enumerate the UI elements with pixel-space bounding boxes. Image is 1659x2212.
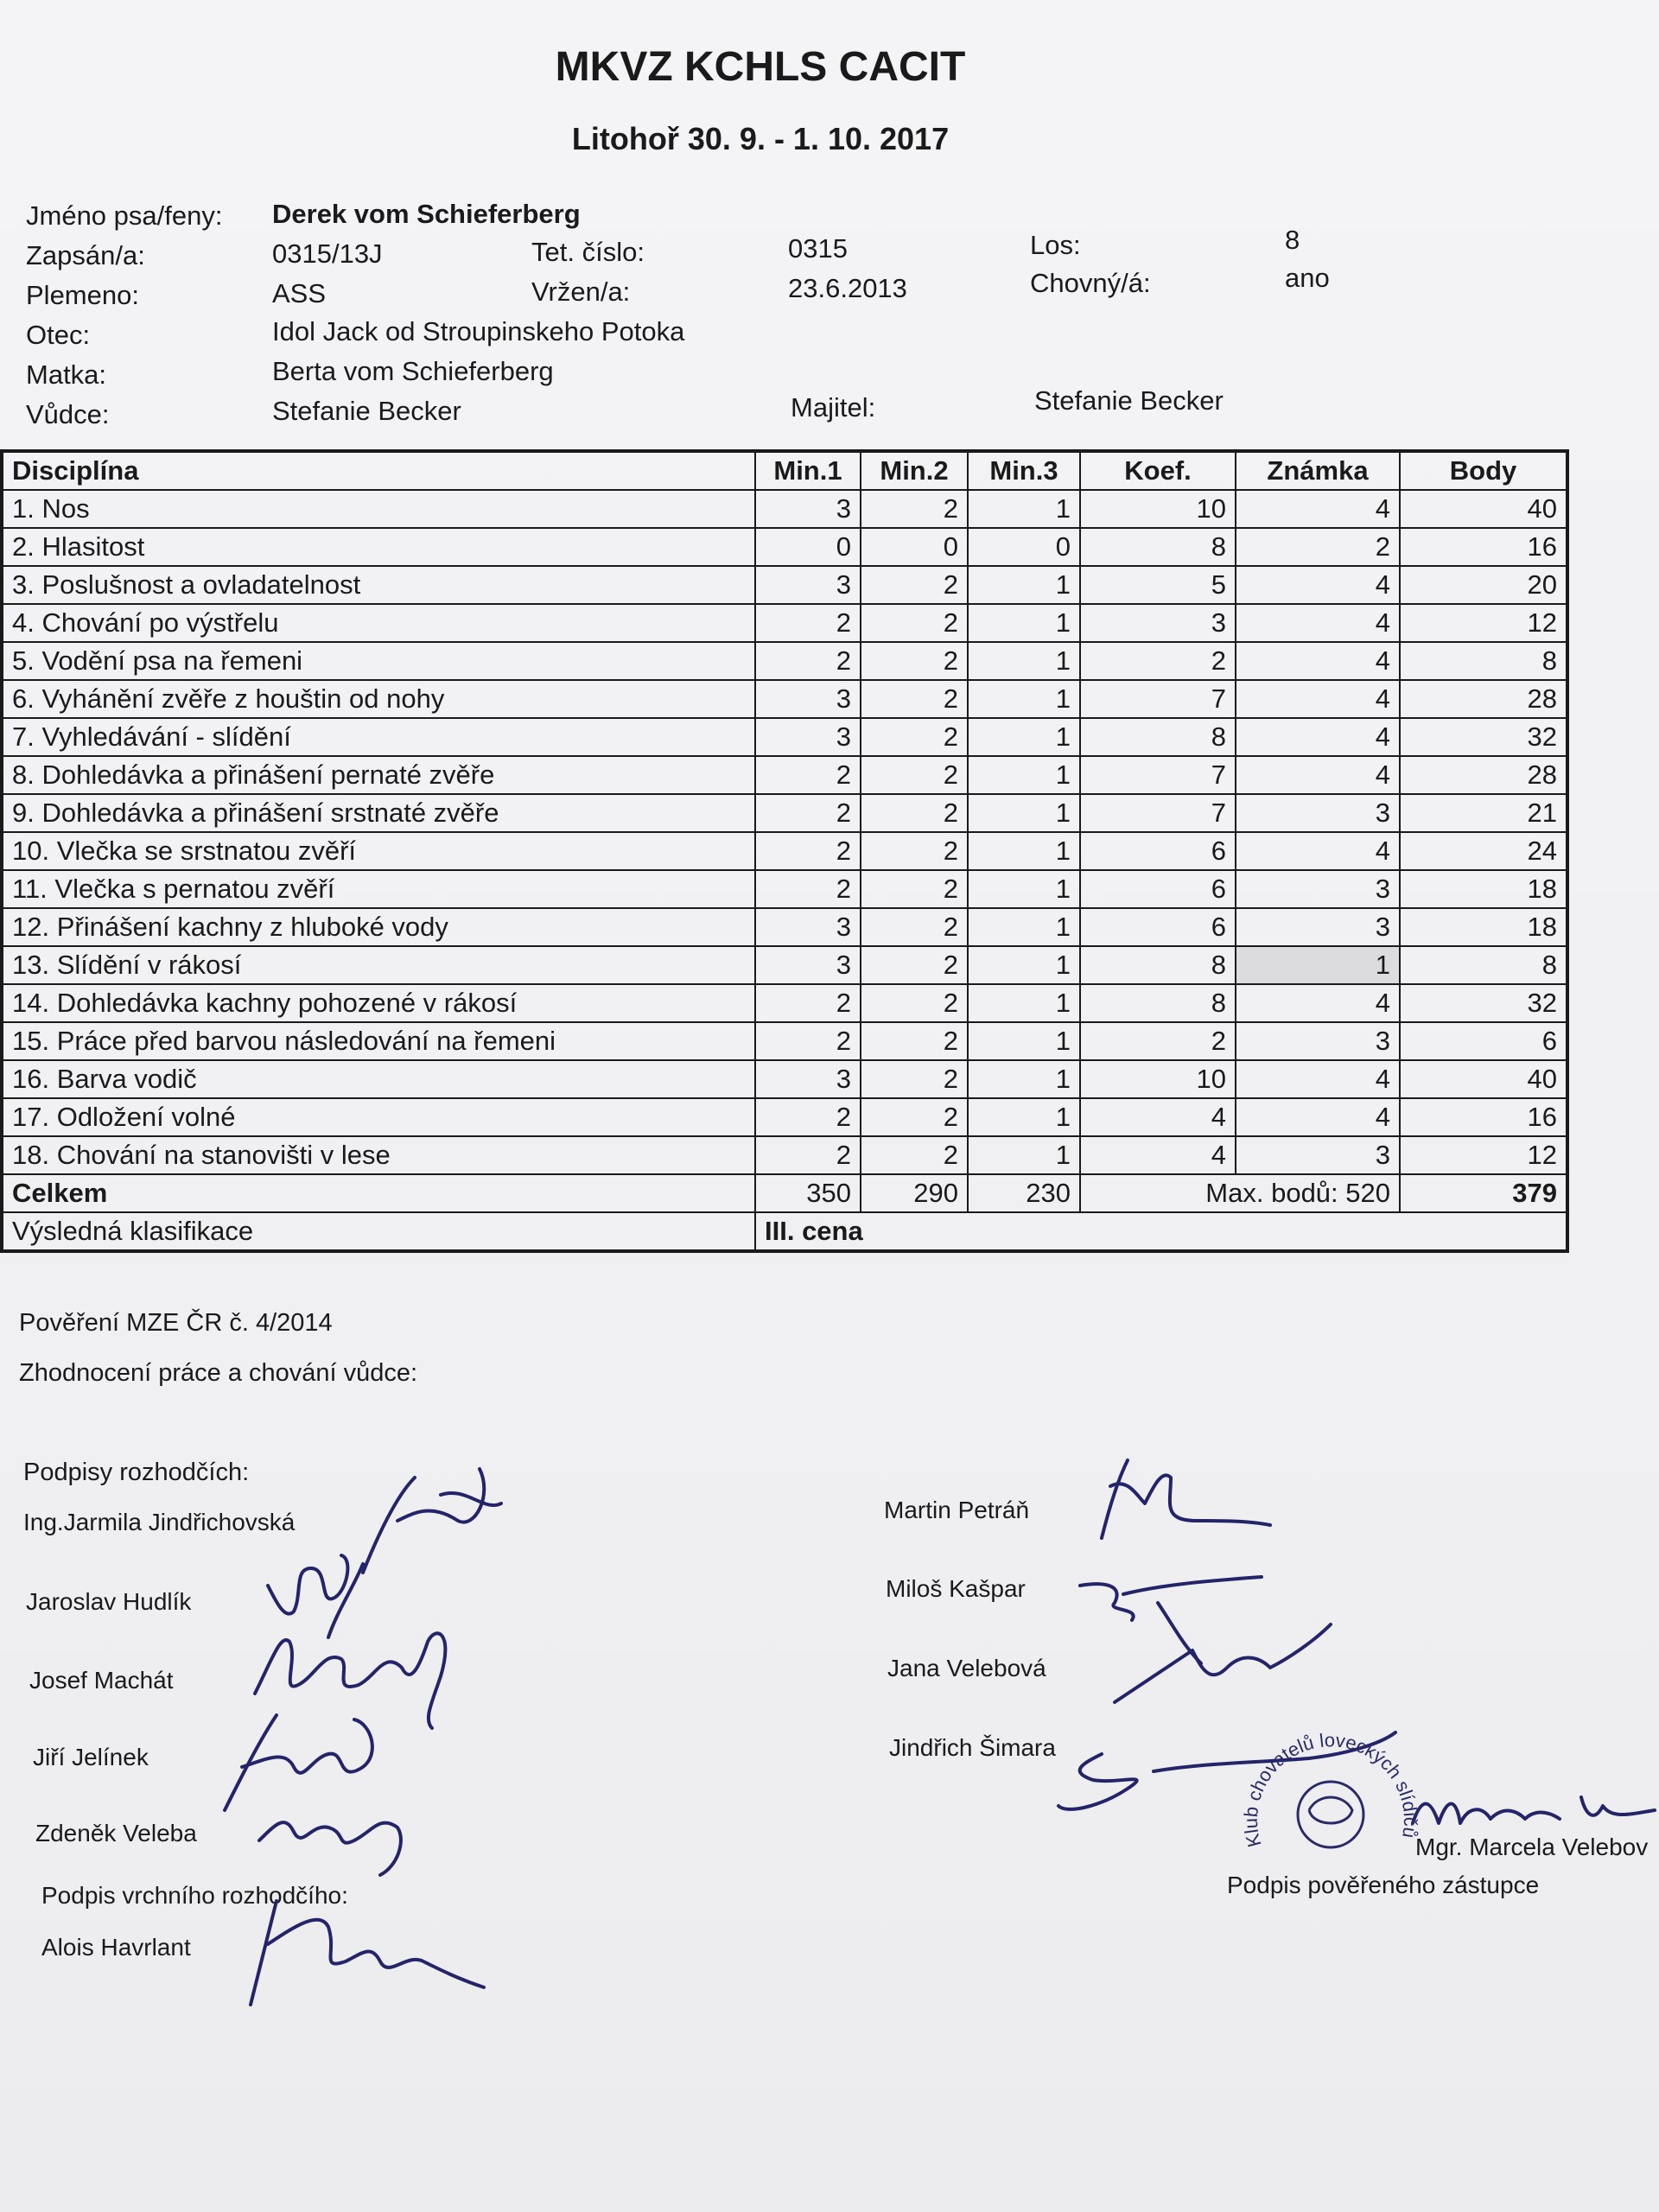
table-row [2,984,1567,1022]
discipline-cell: 9. Dohledávka a přinášení srstnaté zvěře [2,794,755,832]
znamka-cell: 4 [1236,490,1400,528]
min3-cell: 1 [968,1098,1080,1136]
table-row [2,832,1567,870]
total-min2: 290 [861,1174,968,1212]
min2-cell: 2 [861,908,968,946]
min2-cell: 2 [861,1136,968,1174]
body-cell: 16 [1400,528,1567,566]
registered-value: 0315/13J [272,238,383,269]
znamka-cell: 3 [1236,908,1400,946]
znamka-cell: 1 [1236,946,1400,984]
discipline-cell: 1. Nos [2,490,755,528]
body-cell: 18 [1400,870,1567,908]
body-cell: 20 [1400,566,1567,604]
handler-value: Stefanie Becker [272,396,461,426]
total-row [2,1174,1567,1212]
breed-label: Plemeno: [26,280,139,310]
min1-cell: 2 [755,1098,861,1136]
born-label: Vržen/a: [531,276,631,307]
signature-petran [1076,1452,1274,1547]
min2-cell: 2 [861,794,968,832]
table-row [2,946,1567,984]
col-header-discipline: Disciplína [2,451,755,490]
min3-cell: 1 [968,946,1080,984]
znamka-cell: 3 [1236,794,1400,832]
body-cell: 21 [1400,794,1567,832]
znamka-cell: 4 [1236,756,1400,794]
znamka-cell: 4 [1236,1060,1400,1098]
col-header-min1: Min.1 [755,451,861,490]
koef-cell: 8 [1080,946,1236,984]
min3-cell: 1 [968,1136,1080,1174]
min1-cell: 3 [755,718,861,756]
mother-label: Matka: [26,359,107,390]
discipline-cell: 8. Dohledávka a přinášení pernaté zvěře [2,756,755,794]
body-cell: 6 [1400,1022,1567,1060]
body-cell: 12 [1400,1136,1567,1174]
min3-cell: 1 [968,1060,1080,1098]
min2-cell: 2 [861,984,968,1022]
svg-text:Klub chovatelů loveckých slídi: Klub chovatelů loveckých slídičů [1239,1729,1422,1850]
table-row [2,1022,1567,1060]
min3-cell: 1 [968,870,1080,908]
min3-cell: 1 [968,566,1080,604]
min1-cell: 2 [755,794,861,832]
table-row [2,604,1567,642]
min2-cell: 2 [861,946,968,984]
judge-left-4: Jiří Jelínek [33,1744,149,1770]
handler-label: Vůdce: [26,399,110,429]
mandate-note: Pověření MZE ČR č. 4/2014 [19,1309,333,1337]
discipline-cell: 10. Vlečka se srstnatou zvěří [2,832,755,870]
body-cell: 40 [1400,490,1567,528]
discipline-cell: 14. Dohledávka kachny pohozené v rákosí [2,984,755,1022]
koef-cell: 7 [1080,794,1236,832]
col-header-min2: Min.2 [861,451,968,490]
score-table [0,449,1569,1253]
father-label: Otec: [26,320,91,350]
classification-label: Výsledná klasifikace [2,1212,755,1251]
koef-cell: 5 [1080,566,1236,604]
table-row [2,908,1567,946]
min1-cell: 3 [755,490,861,528]
judge-right-1: Martin Petráň [884,1497,1030,1523]
breed-value: ASS [272,278,327,308]
breeding-label: Chovný/á: [1030,268,1151,298]
min1-cell: 2 [755,832,861,870]
owner-label: Majitel: [791,392,876,423]
koef-cell: 6 [1080,832,1236,870]
koef-cell: 4 [1080,1136,1236,1174]
discipline-cell: 6. Vyhánění zvěře z houštin od nohy [2,680,755,718]
body-cell: 28 [1400,680,1567,718]
min2-cell: 2 [861,604,968,642]
min1-cell: 2 [755,756,861,794]
koef-cell: 6 [1080,908,1236,946]
total-min3: 230 [968,1174,1080,1212]
min1-cell: 2 [755,870,861,908]
born-value: 23.6.2013 [788,273,907,303]
min1-cell: 3 [755,908,861,946]
min2-cell: 2 [861,1098,968,1136]
min1-cell: 0 [755,528,861,566]
owner-value: Stefanie Becker [1034,385,1224,416]
club-stamp [1227,1715,1443,1914]
min3-cell: 1 [968,908,1080,946]
judge-right-4: Jindřich Šimara [889,1734,1056,1761]
score-table-body [2,490,1567,1174]
znamka-cell: 4 [1236,604,1400,642]
min1-cell: 2 [755,604,861,642]
judge-right-2: Miloš Kašpar [886,1575,1026,1602]
koef-cell: 4 [1080,1098,1236,1136]
min3-cell: 1 [968,604,1080,642]
min3-cell: 1 [968,794,1080,832]
znamka-cell: 3 [1236,1136,1400,1174]
znamka-cell: 4 [1236,832,1400,870]
evaluation-label: Zhodnocení práce a chování vůdce: [19,1359,418,1387]
table-row [2,566,1567,604]
znamka-cell: 3 [1236,870,1400,908]
chief-judge-name: Alois Havrlant [41,1934,191,1961]
lot-label: Los: [1030,230,1081,260]
dog-name-label: Jméno psa/feny: [26,200,223,231]
min2-cell: 2 [861,756,968,794]
judge-left-1: Ing.Jarmila Jindřichovská [23,1509,296,1535]
judge-left-2: Jaroslav Hudlík [26,1588,192,1615]
total-label: Celkem [2,1174,755,1212]
koef-cell: 7 [1080,680,1236,718]
koef-cell: 2 [1080,642,1236,680]
body-cell: 32 [1400,718,1567,756]
min2-cell: 2 [861,870,968,908]
koef-cell: 2 [1080,1022,1236,1060]
table-row [2,794,1567,832]
document-title: MKVZ KCHLS CACIT [555,44,966,90]
discipline-cell: 7. Vyhledávání - slídění [2,718,755,756]
koef-cell: 8 [1080,984,1236,1022]
mother-value: Berta vom Schieferberg [272,356,554,386]
min3-cell: 1 [968,756,1080,794]
min1-cell: 2 [755,1136,861,1174]
discipline-cell: 17. Odložení volné [2,1098,755,1136]
min1-cell: 3 [755,946,861,984]
min1-cell: 2 [755,642,861,680]
znamka-cell: 4 [1236,680,1400,718]
col-header-min3: Min.3 [968,451,1080,490]
min1-cell: 3 [755,680,861,718]
koef-cell: 7 [1080,756,1236,794]
body-cell: 28 [1400,756,1567,794]
judge-left-5: Zdeněk Veleba [35,1820,197,1847]
signature-velebova [1106,1616,1339,1711]
breeding-value: ano [1285,263,1330,293]
body-cell: 12 [1400,604,1567,642]
min2-cell: 2 [861,832,968,870]
min2-cell: 2 [861,490,968,528]
classification-value: III. cena [755,1212,1567,1251]
znamka-cell: 4 [1236,1098,1400,1136]
col-header-znamka: Známka [1236,451,1400,490]
delegate-name: Mgr. Marcela Velebov [1415,1834,1649,1860]
min1-cell: 2 [755,1022,861,1060]
min3-cell: 1 [968,490,1080,528]
discipline-cell: 13. Slídění v rákosí [2,946,755,984]
koef-cell: 6 [1080,870,1236,908]
min1-cell: 2 [755,984,861,1022]
min3-cell: 1 [968,832,1080,870]
tattoo-value: 0315 [788,233,848,264]
min2-cell: 2 [861,718,968,756]
min1-cell: 3 [755,566,861,604]
koef-cell: 3 [1080,604,1236,642]
min2-cell: 0 [861,528,968,566]
chief-judge-label: Podpis vrchního rozhodčího: [41,1882,348,1909]
dog-name: Derek vom Schieferberg [272,199,581,229]
koef-cell: 10 [1080,1060,1236,1098]
table-row [2,642,1567,680]
total-min1: 350 [755,1174,861,1212]
koef-cell: 8 [1080,528,1236,566]
father-value: Idol Jack od Stroupinskeho Potoka [272,316,685,346]
znamka-cell: 4 [1236,718,1400,756]
body-cell: 18 [1400,908,1567,946]
judges-label: Podpisy rozhodčích: [23,1459,250,1486]
znamka-cell: 4 [1236,566,1400,604]
classification-row [2,1212,1567,1251]
discipline-cell: 12. Přinášení kachny z hluboké vody [2,908,755,946]
min3-cell: 1 [968,642,1080,680]
min2-cell: 2 [861,642,968,680]
registered-label: Zapsán/a: [26,240,145,270]
signature-havrlant [242,1892,501,2013]
table-row [2,490,1567,528]
col-header-body: Body [1400,451,1567,490]
discipline-cell: 5. Vodění psa na řemeni [2,642,755,680]
table-row [2,718,1567,756]
table-row [2,1098,1567,1136]
discipline-cell: 4. Chování po výstřelu [2,604,755,642]
koef-cell: 8 [1080,718,1236,756]
judge-left-3: Josef Machát [29,1667,174,1694]
min2-cell: 2 [861,1060,968,1098]
discipline-cell: 15. Práce před barvou následování na řemeni [2,1022,755,1060]
body-cell: 24 [1400,832,1567,870]
discipline-cell: 18. Chování na stanovišti v lese [2,1136,755,1174]
znamka-cell: 2 [1236,528,1400,566]
table-row [2,1136,1567,1174]
table-row [2,756,1567,794]
discipline-cell: 11. Vlečka s pernatou zvěří [2,870,755,908]
delegate-label: Podpis pověřeného zástupce [1227,1872,1540,1898]
signature-veleba [251,1789,423,1884]
znamka-cell: 4 [1236,642,1400,680]
tattoo-label: Tet. číslo: [531,237,645,267]
document-subtitle: Litohoř 30. 9. - 1. 10. 2017 [571,121,950,156]
body-cell: 8 [1400,642,1567,680]
min1-cell: 3 [755,1060,861,1098]
znamka-cell: 3 [1236,1022,1400,1060]
min3-cell: 1 [968,984,1080,1022]
body-cell: 40 [1400,1060,1567,1098]
min2-cell: 2 [861,566,968,604]
min2-cell: 2 [861,680,968,718]
total-body: 379 [1400,1174,1567,1212]
min3-cell: 1 [968,680,1080,718]
max-points: Max. bodů: 520 [1080,1174,1400,1212]
table-row [2,870,1567,908]
discipline-cell: 3. Poslušnost a ovladatelnost [2,566,755,604]
col-header-koef: Koef. [1080,451,1236,490]
body-cell: 16 [1400,1098,1567,1136]
min2-cell: 2 [861,1022,968,1060]
judge-right-3: Jana Velebová [887,1655,1046,1681]
table-row [2,528,1567,566]
discipline-cell: 2. Hlasitost [2,528,755,566]
lot-value: 8 [1285,225,1300,255]
table-row [2,1060,1567,1098]
min3-cell: 1 [968,1022,1080,1060]
koef-cell: 10 [1080,490,1236,528]
znamka-cell: 4 [1236,984,1400,1022]
table-row [2,680,1567,718]
body-cell: 8 [1400,946,1567,984]
min3-cell: 0 [968,528,1080,566]
table-header-row [2,451,1567,490]
body-cell: 32 [1400,984,1567,1022]
min3-cell: 1 [968,718,1080,756]
discipline-cell: 16. Barva vodič [2,1060,755,1098]
